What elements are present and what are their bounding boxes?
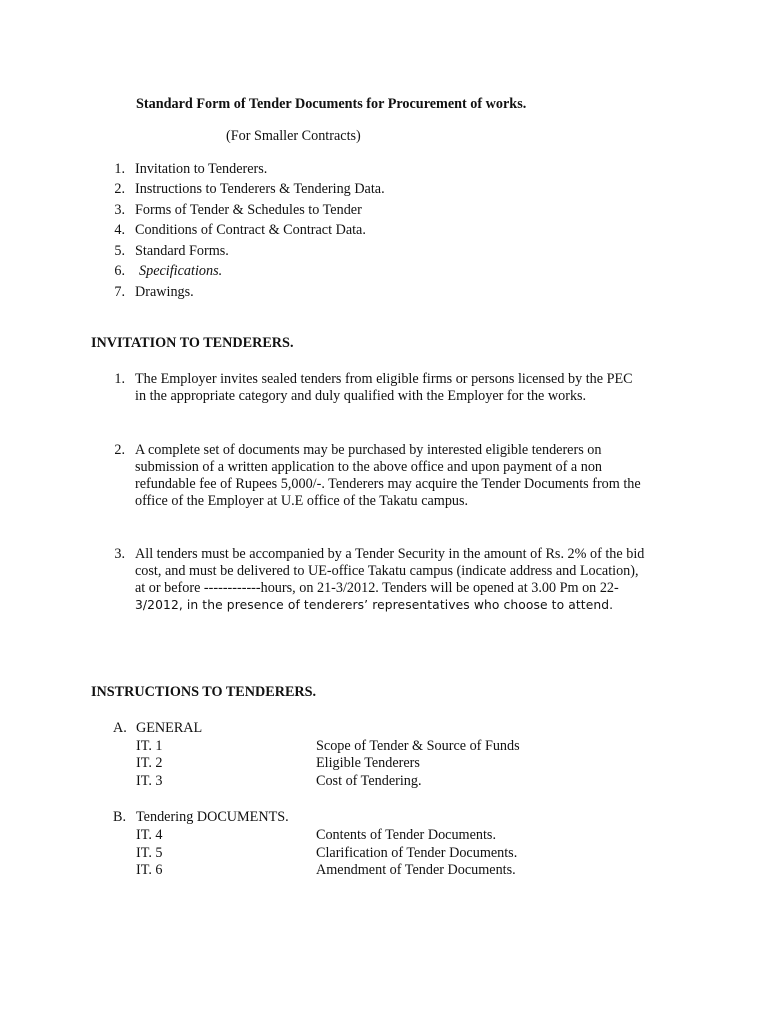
section-title: GENERAL [136,720,203,736]
clause-code: IT. 2 [136,755,163,771]
list-number: 3. [114,202,125,218]
paragraph-number: 3. [114,546,125,562]
paragraph-line: The Employer invites sealed tenders from eligible firms or persons licensed by the PEC [135,371,633,387]
paragraph-number: 2. [114,442,125,458]
document-subtitle: (For Smaller Contracts) [226,128,361,144]
paragraph-line: 3/2012, in the presence of tenderers’ representatives who choose to attend. [135,598,614,612]
clause-code: IT. 1 [136,738,163,754]
clause-description: Scope of Tender & Source of Funds [316,738,520,754]
list-number: 4. [114,222,125,238]
section-letter: B. [113,809,127,825]
list-text: Drawings. [135,284,194,300]
list-text: Forms of Tender & Schedules to Tender [135,202,362,218]
list-number: 5. [114,243,125,259]
list-number: 6. [114,263,125,279]
clause-code: IT. 3 [136,773,163,789]
clause-description: Amendment of Tender Documents. [316,862,516,878]
paragraph-line: refundable fee of Rupees 5,000/-. Tenderers may acquire the Tender Documents from the [135,476,641,492]
list-text: Conditions of Contract & Contract Data. [135,222,366,238]
paragraph-line: cost, and must be delivered to UE-office Takatu campus (indicate address and Location), [135,563,639,579]
paragraph-line: in the appropriate category and duly qualified with the Employer for the works. [135,388,587,404]
paragraph-line: office of the Employer at U.E office of the Takatu campus. [135,493,469,509]
list-text: Invitation to Tenderers. [135,161,268,177]
paragraph-line: submission of a written application to the above office and upon payment of a non [135,459,603,475]
instructions-heading: INSTRUCTIONS TO TENDERERS. [91,684,317,700]
paragraph-line: All tenders must be accompanied by a Tender Security in the amount of Rs. 2% of the bid [135,546,645,562]
list-text: Instructions to Tenderers & Tendering Data. [135,181,385,197]
list-text: Specifications. [139,263,223,279]
list-number: 7. [114,284,125,300]
clause-description: Clarification of Tender Documents. [316,845,518,861]
paragraph-number: 1. [114,371,125,387]
clause-code: IT. 6 [136,862,163,878]
list-number: 1. [114,161,125,177]
paragraph-line: A complete set of documents may be purchased by interested eligible tenderers on [135,442,602,458]
clause-description: Contents of Tender Documents. [316,827,496,843]
invitation-heading: INVITATION TO TENDERERS. [91,335,294,351]
clause-description: Cost of Tendering. [316,773,422,789]
clause-code: IT. 4 [136,827,163,843]
section-title: Tendering DOCUMENTS. [136,809,289,825]
clause-description: Eligible Tenderers [316,755,420,771]
clause-code: IT. 5 [136,845,163,861]
list-text: Standard Forms. [135,243,229,259]
document-title: Standard Form of Tender Documents for Procurement of works. [136,96,527,112]
section-letter: A. [113,720,127,736]
list-number: 2. [114,181,125,197]
paragraph-line: at or before ------------hours, on 21-3/2012. Tenders will be opened at 3.00 Pm on 22- [135,580,619,596]
